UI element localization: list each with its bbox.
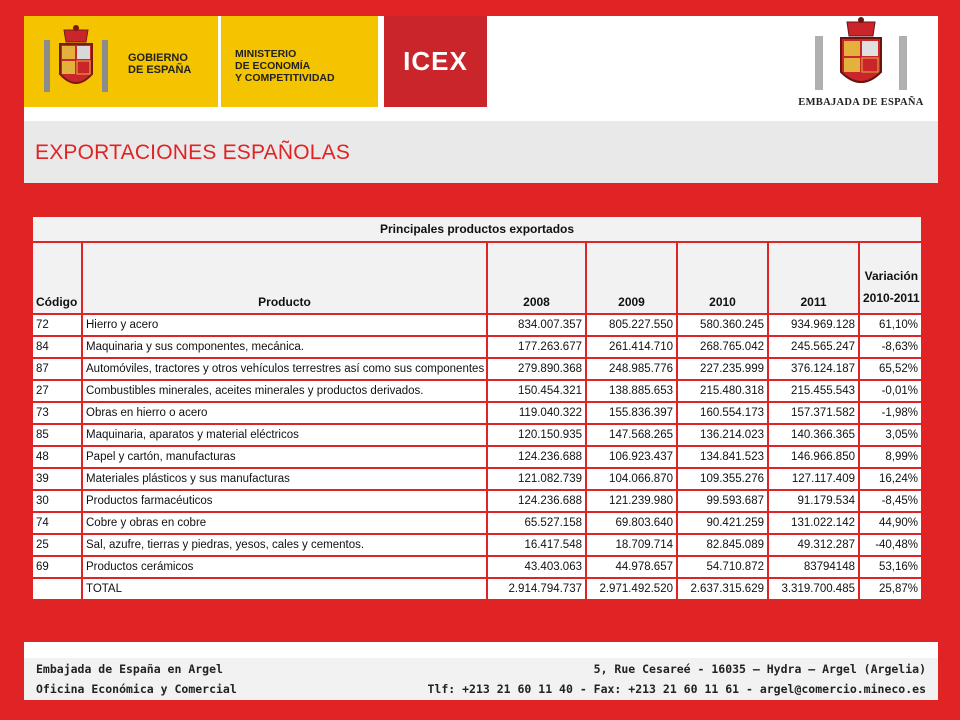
cell-2009: 104.066.870 (586, 468, 677, 490)
footer-office-name: Oficina Económica y Comercial (36, 682, 237, 696)
table-row (32, 380, 922, 402)
cell-2011: 245.565.247 (768, 336, 859, 358)
table-row (32, 556, 922, 578)
ministry-line-3: Y COMPETITIVIDAD (235, 72, 335, 84)
gov-line-1: GOBIERNO (128, 52, 188, 64)
cell-code: 25 (32, 534, 82, 556)
cell-2009: 155.836.397 (586, 402, 677, 424)
footer-contact: Tlf: +213 21 60 11 40 - Fax: +213 21 60 11 61 - argel@comercio.mineco.es (427, 682, 926, 696)
cell-2010: 99.593.687 (677, 490, 768, 512)
embassy-logo (786, 16, 936, 114)
table-body (32, 314, 922, 600)
cell-code: 84 (32, 336, 82, 358)
cell-2008: 43.403.063 (487, 556, 586, 578)
header-code: Código (32, 242, 82, 314)
government-name (128, 52, 191, 76)
cell-product: Obras en hierro o acero (82, 402, 487, 424)
cell-variation: 44,90% (859, 512, 922, 534)
cell-code: 27 (32, 380, 82, 402)
cell-code: 72 (32, 314, 82, 336)
footer-address: 5, Rue Cesareé - 16035 – Hydra – Argel (Argelia) (593, 662, 926, 676)
cell-product: Materiales plásticos y sus manufacturas (82, 468, 487, 490)
cell-code: 87 (32, 358, 82, 380)
header-2008: 2008 (487, 242, 586, 314)
cell-2011: 131.022.142 (768, 512, 859, 534)
cell-product: Automóviles, tractores y otros vehículos terrestres así como sus componentes (82, 358, 487, 380)
page-title: EXPORTACIONES ESPAÑOLAS (35, 141, 351, 164)
ministry-line-1: MINISTERIO (235, 48, 297, 60)
total-2011: 3.319.700.485 (768, 578, 859, 600)
header-variation (859, 242, 922, 314)
cell-variation: 8,99% (859, 446, 922, 468)
cell-2011: 140.366.365 (768, 424, 859, 446)
table-row (32, 424, 922, 446)
footer-embassy-name: Embajada de España en Argel (36, 662, 223, 676)
cell-code: 85 (32, 424, 82, 446)
cell-2011: 83794148 (768, 556, 859, 578)
cell-2010: 227.235.999 (677, 358, 768, 380)
cell-2009: 44.978.657 (586, 556, 677, 578)
cell-2010: 54.710.872 (677, 556, 768, 578)
cell-2011: 146.966.850 (768, 446, 859, 468)
table-row (32, 534, 922, 556)
cell-variation: 65,52% (859, 358, 922, 380)
cell-product: Hierro y acero (82, 314, 487, 336)
cell-2008: 150.454.321 (487, 380, 586, 402)
ministry-name (235, 48, 335, 84)
cell-code: 69 (32, 556, 82, 578)
cell-2010: 82.845.089 (677, 534, 768, 556)
table-row (32, 512, 922, 534)
cell-2009: 106.923.437 (586, 446, 677, 468)
table-row (32, 490, 922, 512)
table-row (32, 402, 922, 424)
cell-variation: 53,16% (859, 556, 922, 578)
cell-variation: 16,24% (859, 468, 922, 490)
gov-line-2: DE ESPAÑA (128, 64, 192, 76)
cell-2011: 91.179.534 (768, 490, 859, 512)
total-label: TOTAL (82, 578, 487, 600)
header-2011: 2011 (768, 242, 859, 314)
cell-2009: 261.414.710 (586, 336, 677, 358)
cell-code: 30 (32, 490, 82, 512)
cell-2011: 934.969.128 (768, 314, 859, 336)
header-product: Producto (82, 242, 487, 314)
cell-2010: 134.841.523 (677, 446, 768, 468)
cell-2008: 65.527.158 (487, 512, 586, 534)
header-2010: 2010 (677, 242, 768, 314)
total-row (32, 578, 922, 600)
cell-variation: -0,01% (859, 380, 922, 402)
cell-2009: 121.239.980 (586, 490, 677, 512)
cell-product: Sal, azufre, tierras y piedras, yesos, cales y cementos. (82, 534, 487, 556)
cell-product: Productos farmacéuticos (82, 490, 487, 512)
cell-2010: 160.554.173 (677, 402, 768, 424)
coat-of-arms-icon (36, 22, 116, 102)
cell-code: 48 (32, 446, 82, 468)
footer-strip (24, 642, 938, 658)
table-row (32, 358, 922, 380)
cell-2008: 121.082.739 (487, 468, 586, 490)
cell-2009: 18.709.714 (586, 534, 677, 556)
cell-2009: 147.568.265 (586, 424, 677, 446)
cell-2010: 268.765.042 (677, 336, 768, 358)
cell-2010: 90.421.259 (677, 512, 768, 534)
cell-product: Maquinaria y sus componentes, mecánica. (82, 336, 487, 358)
cell-2011: 157.371.582 (768, 402, 859, 424)
embassy-caption: EMBAJADA DE ESPAÑA (798, 97, 924, 108)
cell-product: Cobre y obras en cobre (82, 512, 487, 534)
cell-2010: 215.480.318 (677, 380, 768, 402)
cell-2011: 215.455.543 (768, 380, 859, 402)
cell-product: Papel y cartón, manufacturas (82, 446, 487, 468)
cell-2010: 109.355.276 (677, 468, 768, 490)
cell-2008: 120.150.935 (487, 424, 586, 446)
header-2009: 2009 (586, 242, 677, 314)
embassy-coat-of-arms-icon (801, 16, 921, 96)
table-row (32, 468, 922, 490)
cell-2011: 49.312.287 (768, 534, 859, 556)
cell-2008: 119.040.322 (487, 402, 586, 424)
total-2009: 2.971.492.520 (586, 578, 677, 600)
cell-2008: 124.236.688 (487, 446, 586, 468)
cell-2009: 138.885.653 (586, 380, 677, 402)
total-code (32, 578, 82, 600)
cell-2008: 279.890.368 (487, 358, 586, 380)
government-logo (24, 16, 378, 107)
cell-2009: 805.227.550 (586, 314, 677, 336)
total-2008: 2.914.794.737 (487, 578, 586, 600)
header-variation-line-2: 2010-2011 (863, 291, 920, 305)
header-variation-line-1: Variación (864, 269, 919, 283)
cell-2008: 834.007.357 (487, 314, 586, 336)
ministry-line-2: DE ECONOMÍA (235, 60, 311, 72)
logo-divider (218, 16, 221, 107)
icex-logo: ICEX (384, 16, 487, 107)
total-2010: 2.637.315.629 (677, 578, 768, 600)
cell-2008: 124.236.688 (487, 490, 586, 512)
cell-2011: 376.124.187 (768, 358, 859, 380)
table-row (32, 446, 922, 468)
cell-product: Combustibles minerales, aceites minerales y productos derivados. (82, 380, 487, 402)
cell-2009: 248.985.776 (586, 358, 677, 380)
cell-code: 74 (32, 512, 82, 534)
table-caption: Principales productos exportados (32, 216, 922, 242)
cell-code: 39 (32, 468, 82, 490)
cell-2011: 127.117.409 (768, 468, 859, 490)
table-row (32, 314, 922, 336)
cell-2010: 580.360.245 (677, 314, 768, 336)
cell-variation: 61,10% (859, 314, 922, 336)
cell-product: Maquinaria, aparatos y material eléctricos (82, 424, 487, 446)
cell-variation: -40,48% (859, 534, 922, 556)
cell-variation: -8,45% (859, 490, 922, 512)
cell-2008: 177.263.677 (487, 336, 586, 358)
exports-table (31, 215, 923, 601)
cell-2008: 16.417.548 (487, 534, 586, 556)
total-variation: 25,87% (859, 578, 922, 600)
cell-variation: -1,98% (859, 402, 922, 424)
table-row (32, 336, 922, 358)
cell-2009: 69.803.640 (586, 512, 677, 534)
cell-product: Productos cerámicos (82, 556, 487, 578)
cell-2010: 136.214.023 (677, 424, 768, 446)
cell-variation: -8,63% (859, 336, 922, 358)
cell-variation: 3,05% (859, 424, 922, 446)
cell-code: 73 (32, 402, 82, 424)
